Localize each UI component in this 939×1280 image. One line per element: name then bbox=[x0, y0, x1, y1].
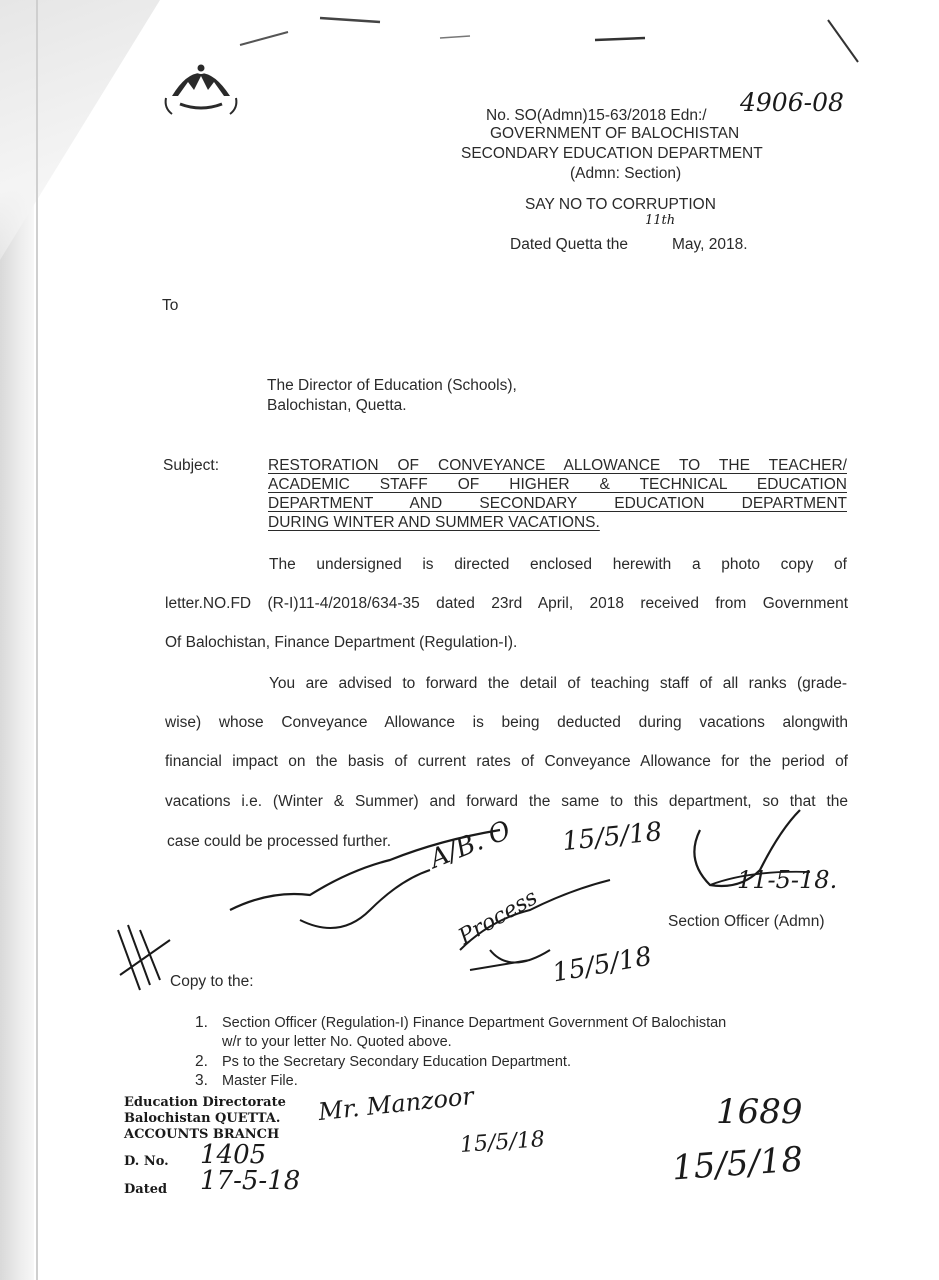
copy-item-3-line-1: Master File. bbox=[222, 1073, 298, 1089]
note-date-b: 15/5/18 bbox=[550, 941, 655, 989]
note-process: Process bbox=[454, 885, 542, 950]
stamp-line-3: ACCOUNTS BRANCH bbox=[124, 1127, 280, 1142]
para1-line-3: Of Balochistan, Finance Department (Regulation-I). bbox=[165, 634, 518, 651]
para2-line-3: financial impact on the basis of current rates of Conveyance Allowance for the period of bbox=[165, 753, 848, 770]
section-title: (Admn: Section) bbox=[570, 165, 682, 182]
department-title: SECONDARY EDUCATION DEPARTMENT bbox=[461, 145, 763, 162]
date-prefix: Dated Quetta the bbox=[510, 236, 629, 253]
reference-number: No. SO(Admn)15-63/2018 Edn:/ bbox=[486, 107, 707, 124]
government-title: GOVERNMENT OF BALOCHISTAN bbox=[490, 125, 740, 142]
stamp-dno-label: D. No. bbox=[124, 1154, 169, 1169]
para2-line-5: case could be processed further. bbox=[167, 833, 392, 850]
stamp-dated-value: 17-5-18 bbox=[200, 1166, 301, 1196]
subject-line-1: RESTORATION OF CONVEYANCE ALLOWANCE TO THE TEACHER/ bbox=[268, 457, 847, 474]
reference-handwritten: 4906-08 bbox=[740, 88, 844, 117]
subject-label: Subject: bbox=[163, 457, 220, 474]
para1-line-2: letter.NO.FD (R-I)11-4/2018/634-35 dated 23rd April, 2018 received from Government bbox=[165, 595, 848, 612]
copy-item-1-line-1: Section Officer (Regulation-I) Finance Department Government Of Balochistan bbox=[222, 1015, 727, 1031]
para2-line-1: You are advised to forward the detail of teaching staff of all ranks (grade- bbox=[269, 675, 847, 692]
to-label: To bbox=[162, 297, 179, 314]
note-name: Mr. Manzoor bbox=[316, 1081, 476, 1127]
diary-date: 15/5/18 bbox=[670, 1139, 805, 1189]
note-date-a: 15/5/18 bbox=[560, 816, 664, 858]
subject-line-4: DURING WINTER AND SUMMER VACATIONS. bbox=[268, 514, 600, 531]
copy-item-1-line-2: w/r to your letter No. Quoted above. bbox=[222, 1034, 452, 1050]
slogan: SAY NO TO CORRUPTION bbox=[525, 196, 716, 213]
diary-number: 1689 bbox=[716, 1092, 803, 1132]
date-day-handwritten: 11th bbox=[645, 213, 676, 228]
section-officer-designation: Section Officer (Admn) bbox=[668, 913, 825, 930]
scan-corner bbox=[0, 0, 160, 260]
stamp-dno-value: 1405 bbox=[200, 1140, 267, 1170]
stamp-line-2: Balochistan QUETTA. bbox=[124, 1111, 281, 1126]
para2-line-4: vacations i.e. (Winter & Summer) and forward the same to this department, so that the bbox=[165, 793, 848, 810]
signature-date: 11-5-18. bbox=[737, 866, 838, 894]
subject-line-3: DEPARTMENT AND SECONDARY EDUCATION DEPARTMENT bbox=[268, 495, 847, 512]
copy-item-1-number: 1. bbox=[195, 1014, 208, 1031]
para2-line-2: wise) whose Conveyance Allowance is being deducted during vacations alongwith bbox=[165, 714, 848, 731]
subject-line-2: ACADEMIC STAFF OF HIGHER & TECHNICAL EDUCATION bbox=[268, 476, 847, 493]
recipient-line-1: The Director of Education (Schools), bbox=[267, 377, 517, 394]
date-suffix: May, 2018. bbox=[672, 236, 748, 253]
recipient-line-2: Balochistan, Quetta. bbox=[267, 397, 407, 414]
copy-item-2-line-1: Ps to the Secretary Secondary Education Department. bbox=[222, 1054, 571, 1070]
note-date-c: 15/5/18 bbox=[459, 1127, 546, 1158]
stamp-line-1: Education Directorate bbox=[124, 1095, 286, 1110]
copy-item-2-number: 2. bbox=[195, 1053, 208, 1070]
stamp-dated-label: Dated bbox=[124, 1182, 168, 1197]
note-ab: A/B. O bbox=[425, 815, 516, 875]
para1-line-1: The undersigned is directed enclosed herewith a photo copy of bbox=[269, 556, 847, 573]
copy-to-label: Copy to the: bbox=[170, 973, 254, 990]
government-emblem-icon bbox=[160, 52, 242, 124]
copy-item-3-number: 3. bbox=[195, 1072, 208, 1089]
page-edge bbox=[36, 0, 38, 1280]
scan-marks bbox=[200, 0, 939, 70]
